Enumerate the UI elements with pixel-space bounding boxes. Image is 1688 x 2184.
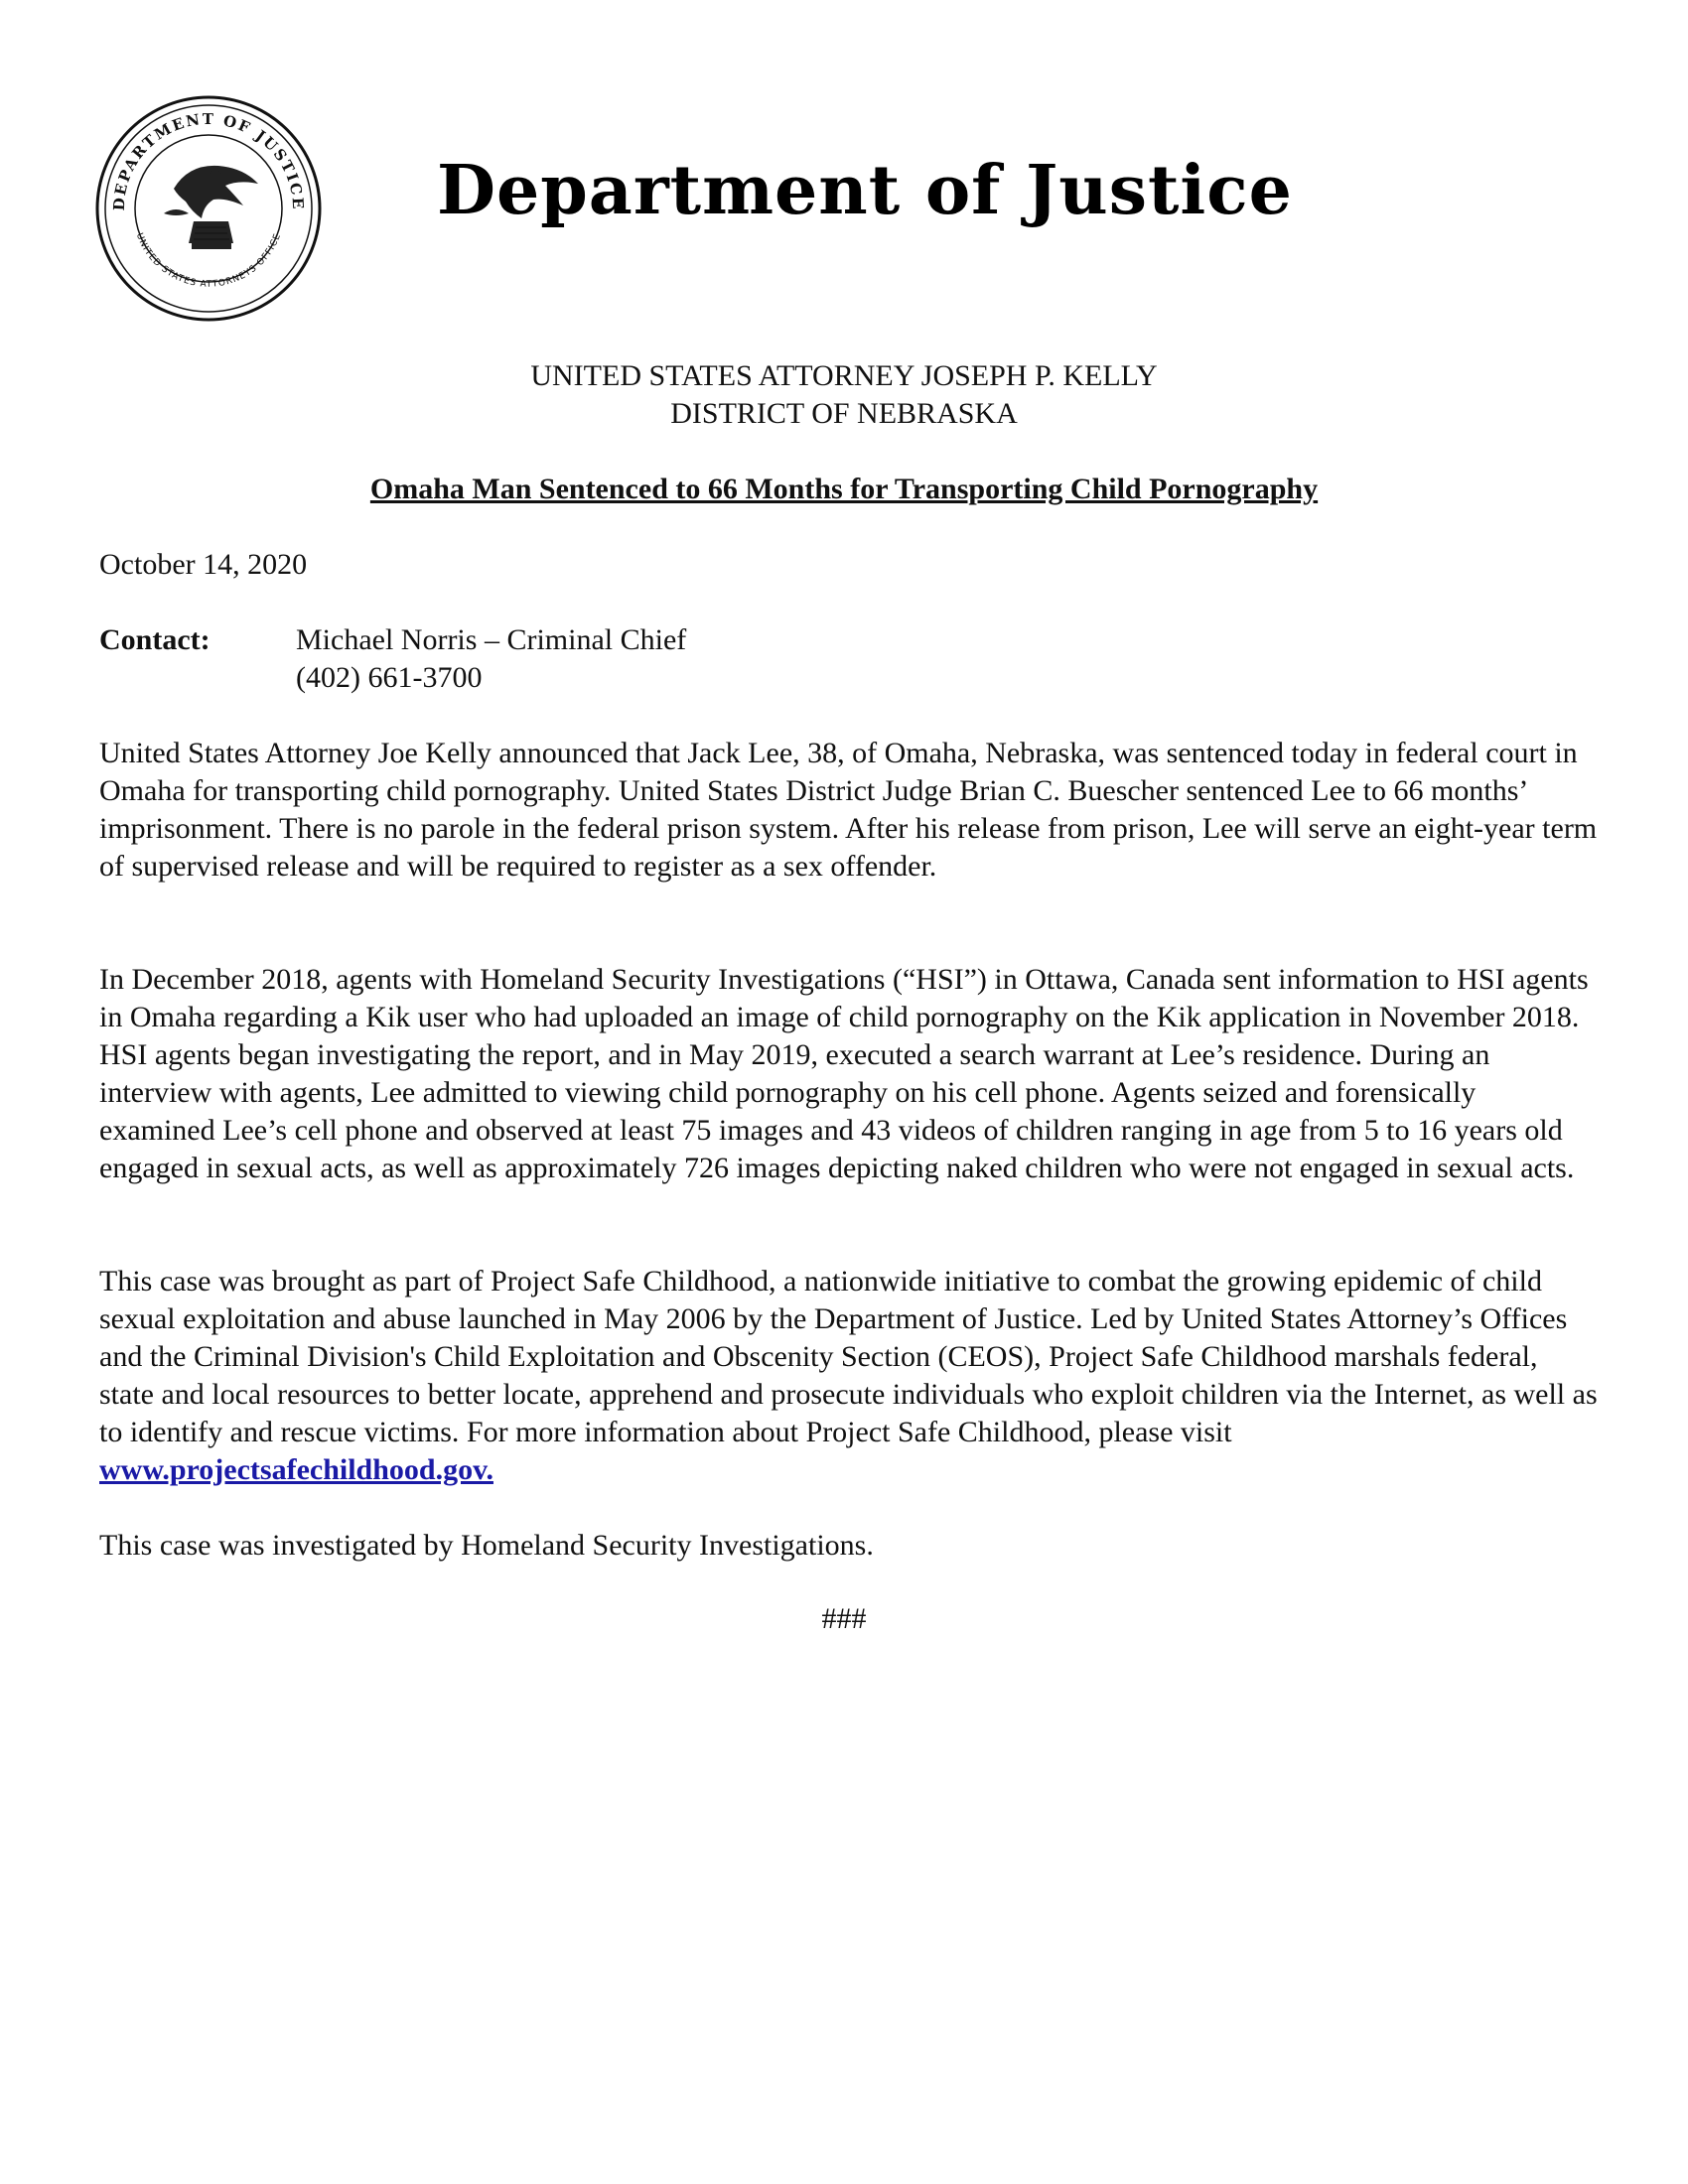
doj-seal-logo	[94, 94, 323, 323]
paragraph-project-safe-childhood	[99, 1263, 1599, 1489]
contact-phone: (402) 661-3700	[296, 661, 483, 694]
paragraph-investigation: In December 2018, agents with Homeland Security Investigations (“HSI”) in Ottawa, Canada sent information to HSI agents in Omaha regarding a Kik user who had uploaded an image of child pornography on the Kik application in November 2018. HSI agents began investigating the report, and in May 2019, executed a search warrant at Lee’s residence. During an interview with agents, Lee admitted to viewing child pornography on his cell phone. Agents seized and forensically examined Lee’s cell phone and observed at least 75 images and 43 videos of children ranging in age from 5 to 16 years old engaged in sexual acts, as well as approximately 726 images depicting naked children who were not engaged in sexual acts.	[99, 963, 1589, 1184]
release-date: October 14, 2020	[99, 548, 308, 581]
press-release-headline: Omaha Man Sentenced to 66 Months for Transporting Child Pornography	[369, 473, 1319, 505]
end-mark: ###	[821, 1602, 867, 1635]
district-line: DISTRICT OF NEBRASKA	[670, 397, 1018, 430]
project-safe-childhood-link[interactable]: www.projectsafechildhood.gov.	[99, 1453, 493, 1486]
svg-text:DEPARTMENT OF JUSTICE: DEPARTMENT OF JUSTICE	[109, 109, 308, 211]
attorney-line: UNITED STATES ATTORNEY JOSEPH P. KELLY	[530, 359, 1158, 392]
paragraph-psc-text: This case was brought as part of Project Safe Childhood, a nationwide initiative to combat the growing epidemic of child sexual exploitation and abuse launched in May 2006 by the Department of Justice. Led by United States Attorney’s Offices and the Criminal Division's Child Exploitation and Obscenity Section (CEOS), Project Safe Childhood marshals federal, state and local resources to better locate, apprehend and prosecute individuals who exploit children via the Internet, as well as to identify and rescue victims. For more information about Project Safe Childhood, please visit	[99, 1265, 1598, 1448]
office-block	[0, 357, 1688, 433]
contact-label: Contact:	[99, 623, 211, 656]
paragraph-investigating-agency: This case was investigated by Homeland Security Investigations.	[99, 1529, 874, 1562]
svg-text:UNITED STATES ATTORNEYS OFFICE: UNITED STATES ATTORNEYS OFFICE	[133, 231, 284, 290]
department-title: Department of Justice	[437, 151, 1293, 230]
paragraph-sentencing: United States Attorney Joe Kelly announced that Jack Lee, 38, of Omaha, Nebraska, was sentenced today in federal court in Omaha for transporting child pornography. United States District Judge Brian C. Buescher sentenced Lee to 66 months’ imprisonment. There is no parole in the federal prison system. After his release from prison, Lee will serve an eight-year term of supervised release and will be required to register as a sex offender.	[99, 737, 1598, 883]
contact-details	[296, 621, 686, 697]
contact-name: Michael Norris – Criminal Chief	[296, 623, 687, 656]
